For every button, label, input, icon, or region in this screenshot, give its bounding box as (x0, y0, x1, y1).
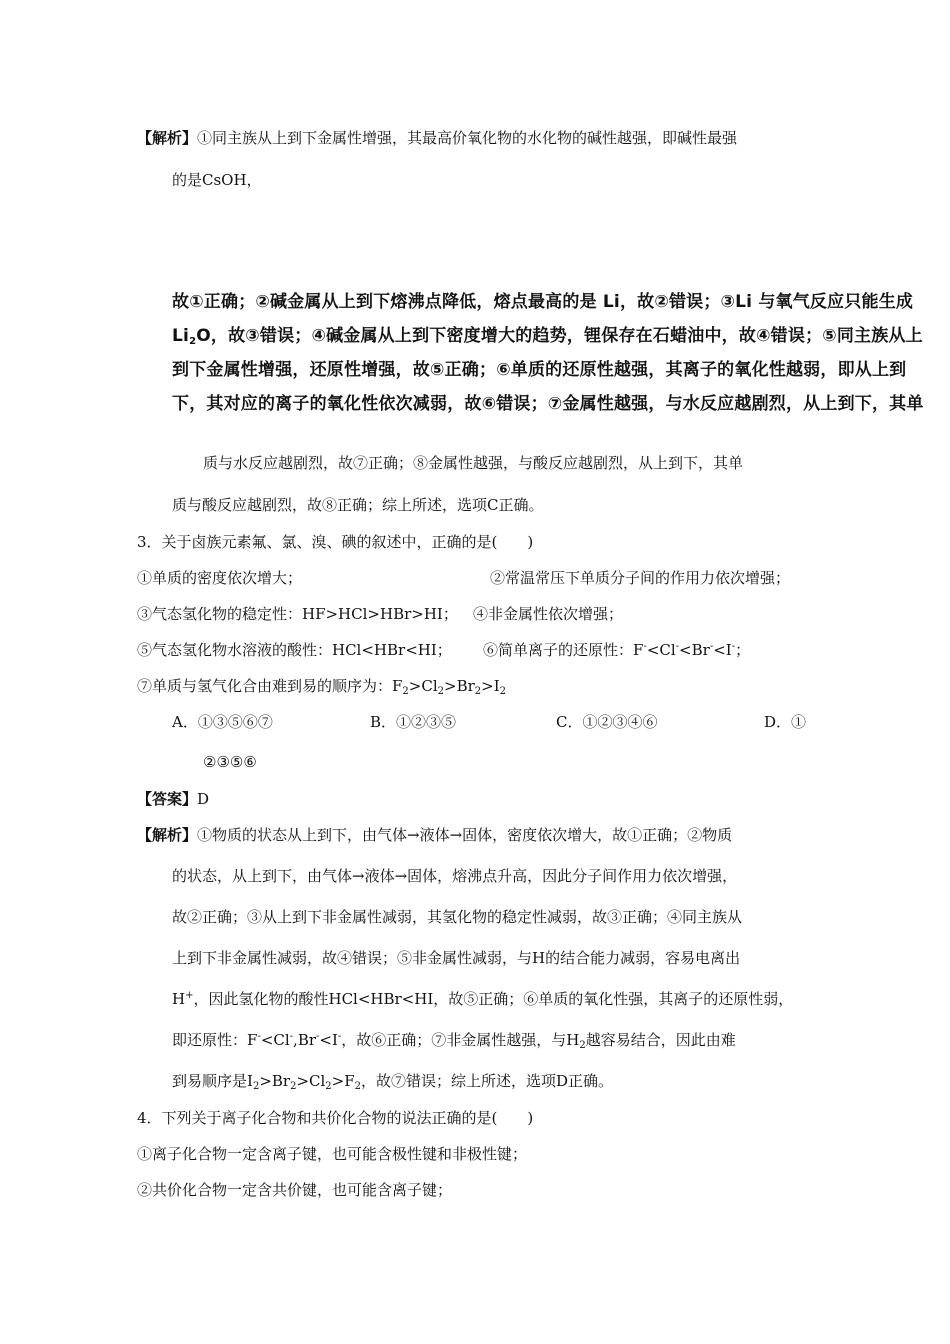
q3-option-a: A．①③⑤⑥⑦ (172, 713, 273, 731)
q4-stem: 4．下列关于离子化合物和共价化合物的说法正确的是( ) (137, 1109, 534, 1127)
q3-analysis-line-7: 到易顺序是$I_2>Br_2>Cl_2>F_2$，故⑦错误；综上所述，选项D正确。 (172, 1072, 614, 1092)
q3-statement-4: ④非金属性依次增强； (473, 605, 624, 623)
q3-statement-3: ③气态氢化物的稳定性：HF>HCl>HBr>HI； (137, 605, 458, 623)
q3-option-c: C．①②③④⑥ (556, 713, 658, 731)
q3-statement-7: ⑦单质与氢气化合由难到易的顺序为：$F_2>Cl_2>Br_2>I_2$ (137, 677, 507, 697)
q3-option-d-cont: ②③⑤⑥ (203, 753, 257, 771)
bold-block-line-1: 故①正确；②碱金属从上到下熔沸点降低，熔点最高的是 Li，故②错误；③Li 与氧气反应只能生成 (172, 292, 914, 312)
analysis-tag: 【解析】 (137, 129, 198, 147)
continuation-line-1: 质与水反应越剧烈，故⑦正确；⑧金属性越强，与酸反应越剧烈，从上到下，其单 (203, 454, 744, 472)
continuation-line-2: 质与酸反应越剧烈，故⑧正确；综上所述，选项C正确。 (172, 496, 544, 514)
q4-statement-1: ①离子化合物一定含离子键，也可能含极性键和非极性键； (137, 1145, 528, 1163)
q3-option-d: D．① (764, 713, 807, 731)
analysis-line-1: 【解析】①同主族从上到下金属性增强，其最高价氧化物的水化物的碱性越强，即碱性最强 (137, 129, 738, 147)
q3-stem: 3．关于卤族元素氟、氯、溴、碘的叙述中，正确的是( ) (137, 533, 534, 551)
q3-analysis-line-6: 即还原性：F-<Cl-,Br-<I-，故⑥正确；⑦非金属性越强，与$H_2$越容易结合，因此由难 (172, 1031, 736, 1051)
q3-analysis-line-1: 【解析】①物质的状态从上到下，由气体→液体→固体，密度依次增大，故①正确；②物质 (137, 826, 733, 844)
q3-analysis-line-5: H+，因此氢化物的酸性HCl<HBr<HI，故⑤正确；⑥单质的氧化性强，其离子的还原性弱， (172, 990, 794, 1008)
analysis-line-2: 的是CsOH， (172, 171, 262, 189)
q3-statement-2: ②常温常压下单质分子间的作用力依次增强； (490, 569, 791, 587)
q3-analysis-line-3: 故②正确；③从上到下非金属性减弱，其氢化物的稳定性减弱，故③正确；④同主族从 (172, 908, 743, 926)
q3-analysis-line-4: 上到下非金属性减弱，故④错误；⑤非金属性减弱，与H的结合能力减弱，容易电离出 (172, 949, 741, 967)
q3-option-b: B．①②③⑤ (370, 713, 457, 731)
q3-statement-1: ①单质的密度依次增大； (137, 569, 303, 587)
q3-statement-5: ⑤气态氢化物水溶液的酸性：HCl<HBr<HI； (137, 641, 452, 659)
bold-block-line-4: 下，其对应的离子的氧化性依次减弱，故⑥错误；⑦金属性越强，与水反应越剧烈，从上到下，其单 (172, 394, 924, 414)
bold-block-line-2: $Li_2O$，故③错误；④碱金属从上到下密度增大的趋势，锂保存在石蜡油中，故④错误；⑤同主族从上 (172, 326, 923, 347)
q3-statement-6: ⑥简单离子的还原性：F-<Cl-<Br-<I-； (483, 641, 751, 659)
q3-analysis-line-2: 的状态，从上到下，由气体→液体→固体，熔沸点升高，因此分子间作用力依次增强， (172, 867, 738, 885)
q3-answer: 【答案】D (137, 790, 210, 808)
bold-block-line-3: 到下金属性增强，还原性增强，故⑤正确；⑥单质的还原性越强，其离子的氧化性越弱，即从上到 (172, 360, 907, 380)
q4-statement-2: ②共价化合物一定含共价键，也可能含离子键； (137, 1181, 453, 1199)
